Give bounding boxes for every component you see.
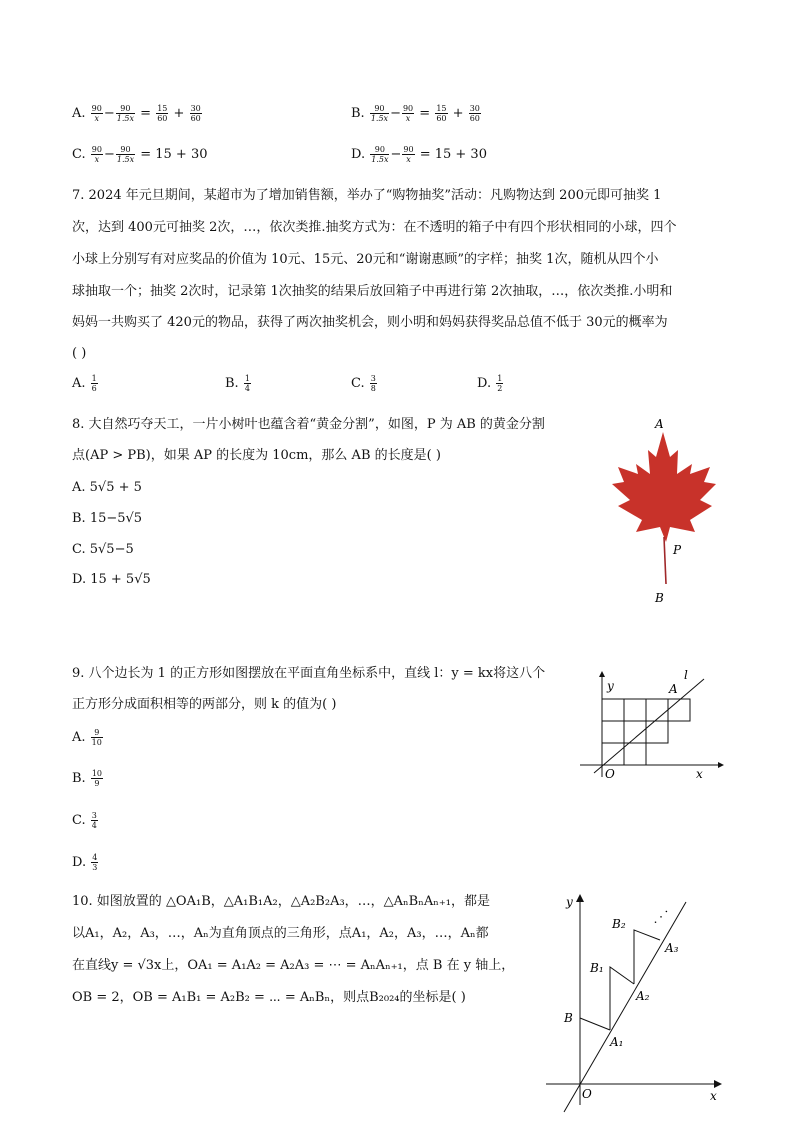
- q8-line-2: 点(AP > PB)，如果 AP 的长度为 10cm，那么 AB 的长度是( ): [72, 448, 441, 463]
- fraction: $\frac{90}{x}$: [402, 104, 414, 123]
- label-x: x: [696, 767, 703, 781]
- fraction: $\frac{3}{4}$: [91, 811, 97, 830]
- q6-option-b: B. $\frac{90}{1.5x}$ − $\frac{90}{x}$ = $\frac{15}{60}$ + $\frac{30}{60}$: [351, 104, 480, 123]
- squares-figure: [576, 665, 726, 785]
- q6-option-d: D. $\frac{90}{1.5x}$ − $\frac{90}{x}$ = 15 + 30: [351, 145, 487, 164]
- label-a: A: [669, 682, 678, 696]
- q7-option-c: C. $\frac{3}{8}$: [351, 374, 376, 393]
- q9-option-d: D. $\frac{4}{3}$: [72, 853, 98, 872]
- label-o: O: [605, 767, 615, 781]
- y-axis-arrow: [576, 894, 584, 902]
- q8-option-d: D. 15 + 5√5: [72, 572, 151, 587]
- fraction: $\frac{1}{2}$: [497, 374, 503, 393]
- fraction: $\frac{3}{8}$: [370, 374, 376, 393]
- fraction: $\frac{1}{4}$: [244, 374, 250, 393]
- fraction: $\frac{90}{1.5x}$: [370, 104, 389, 123]
- label-a2: A₂: [636, 989, 650, 1003]
- label-b1: B₁: [590, 961, 604, 975]
- q10-line-1: 10. 如图放置的 △OA₁B，△A₁B₁A₂，△A₂B₂A₃，…，△AₙBₙAₙ₊₁，都是: [72, 894, 490, 909]
- label-b2: B₂: [612, 917, 626, 931]
- fraction: $\frac{90}{1.5x}$: [116, 145, 135, 164]
- q6-option-a: A. $\frac{90}{x}$ − $\frac{90}{1.5x}$ = $\frac{15}{60}$ + $\frac{30}{60}$: [72, 104, 201, 123]
- label-y: y: [607, 679, 614, 693]
- q8-option-b: B. 15−5√5: [72, 511, 143, 526]
- x-axis-arrow: [718, 762, 724, 768]
- q7-line-3: 小球上分别写有对应奖品的价值为 10元、15元、20元和“谢谢惠顾”的字样；抽奖 1次，随机从四个小: [72, 252, 659, 267]
- x-axis-arrow: [714, 1080, 722, 1088]
- q9-line-2: 正方形分成面积相等的两部分，则 k 的值为( ): [72, 697, 337, 712]
- fraction: $\frac{90}{x}$: [91, 104, 102, 123]
- maple-leaf-figure: [600, 412, 730, 612]
- q7-line-2: 次，达到 400元可抽奖 2次，…，依次类推.抽奖方式为：在不透明的箱子中有四个形状相同的小球，四个: [72, 220, 677, 235]
- triangles-figure: [540, 890, 730, 1115]
- q8-option-c: C. 5√5−5: [72, 542, 134, 557]
- q6-option-c: C. $\frac{90}{x}$ − $\frac{90}{1.5x}$ = 15 + 30: [72, 145, 208, 164]
- label-b: B: [564, 1011, 573, 1025]
- q9-option-c: C. $\frac{3}{4}$: [72, 811, 97, 830]
- fraction: $\frac{1}{6}$: [91, 374, 97, 393]
- q8-option-a: A. 5√5 + 5: [72, 480, 142, 495]
- line-l: [594, 679, 704, 773]
- q9-line-1: 9. 八个边长为 1 的正方形如图摆放在平面直角坐标系中，直线 l：y = kx将这八个: [72, 666, 546, 681]
- label-a1: A₁: [610, 1035, 624, 1049]
- q8-line-1: 8. 大自然巧夺天工，一片小树叶也蕴含着“黄金分割”，如图，P 为 AB 的黄金分割: [72, 417, 545, 432]
- q7-line-1: 7. 2024 年元旦期间，某超市为了增加销售额，举办了“购物抽奖”活动：凡购物达到 200元即可抽奖 1: [72, 188, 662, 203]
- fraction: $\frac{30}{60}$: [469, 104, 480, 123]
- y-axis-arrow: [599, 671, 605, 677]
- q7-option-d: D. $\frac{1}{2}$: [477, 374, 503, 393]
- fraction: $\frac{4}{3}$: [92, 853, 98, 872]
- q10-line-4: OB = 2，OB = A₁B₁ = A₂B₂ = ⋯ = AₙBₙ，则点B₂₀₂₄的坐标是( ): [72, 990, 466, 1005]
- line-y-sqrt3x: [564, 902, 686, 1112]
- label-p: P: [673, 543, 682, 557]
- fraction: $\frac{90}{x}$: [91, 145, 102, 164]
- dots: · · ·: [649, 905, 673, 929]
- q7-line-5: 妈妈一共购买了 420元的物品，获得了两次抽奖机会，则小明和妈妈获得奖品总值不低于 30元的概率为: [72, 315, 668, 330]
- q9-option-a: A. $\frac{9}{10}$: [72, 728, 102, 747]
- fraction: $\frac{30}{60}$: [190, 104, 201, 123]
- label-b: B: [655, 591, 664, 605]
- fraction: $\frac{9}{10}$: [91, 728, 102, 747]
- q7-option-a: A. $\frac{1}{6}$: [72, 374, 97, 393]
- fraction: $\frac{15}{60}$: [436, 104, 447, 123]
- maple-leaf-shape: [612, 432, 716, 542]
- leaf-stem: [664, 537, 666, 584]
- label-o: O: [582, 1087, 592, 1101]
- q7-line-4: 球抽取一个；抽奖 2次时，记录第 1次抽奖的结果后放回箱子中再进行第 2次抽取，…，依次类推.小明和: [72, 284, 673, 299]
- q10-line-2: 以A₁，A₂，A₃，…，Aₙ为直角顶点的三角形，点A₁，A₂，A₃，…，Aₙ都: [72, 926, 489, 941]
- q7-line-6: ( ): [72, 346, 87, 361]
- label-a: A: [655, 417, 664, 431]
- fraction: $\frac{90}{x}$: [403, 145, 414, 164]
- fraction: $\frac{90}{1.5x}$: [116, 104, 134, 123]
- label-x: x: [710, 1089, 717, 1103]
- label-a3: A₃: [665, 941, 679, 955]
- label-y: y: [566, 895, 573, 909]
- fraction: $\frac{15}{60}$: [157, 104, 168, 123]
- q10-line-3: 在直线y = √3x上，OA₁ = A₁A₂ = A₂A₃ = ⋯ = AₙAₙ₊₁，点 B 在 y 轴上，: [72, 958, 515, 973]
- q7-option-b: B. $\frac{1}{4}$: [225, 374, 250, 393]
- label-l: l: [684, 668, 688, 682]
- fraction: $\frac{10}{9}$: [91, 769, 103, 788]
- q9-option-b: B. $\frac{10}{9}$: [72, 769, 103, 788]
- fraction: $\frac{90}{1.5x}$: [371, 145, 389, 164]
